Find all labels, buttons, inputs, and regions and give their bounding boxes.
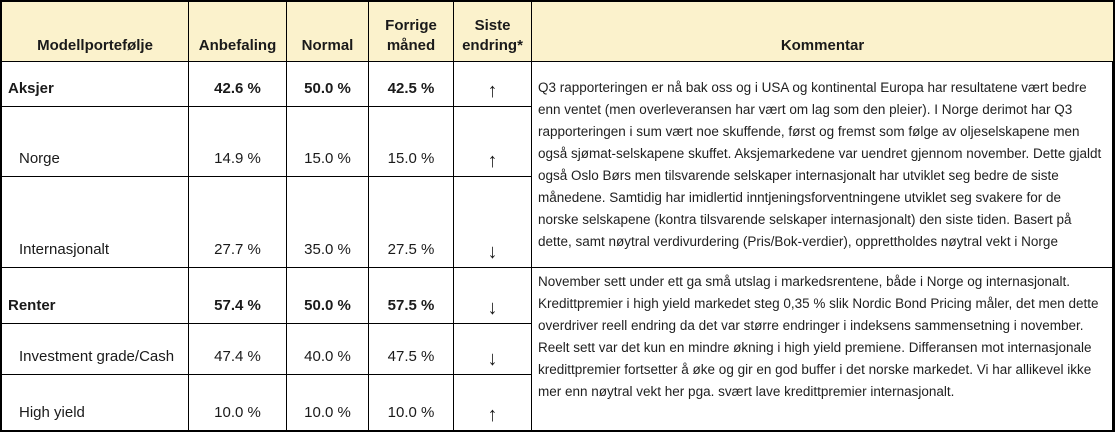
header-siste-endring: Siste endring* [454, 2, 532, 62]
cell-internasjonalt-anbefaling: 27.7 % [189, 177, 287, 268]
cell-aksjer-normal: 50.0 % [287, 62, 369, 107]
cell-investment-grade-anbefaling: 47.4 % [189, 324, 287, 375]
cell-aksjer-anbefaling: 42.6 % [189, 62, 287, 107]
cell-renter-forrige-maned: 57.5 % [369, 268, 454, 324]
cell-high-yield-forrige-maned: 10.0 % [369, 375, 454, 430]
cell-aksjer-forrige-maned: 42.5 % [369, 62, 454, 107]
cell-norge-anbefaling: 14.9 % [189, 107, 287, 177]
cell-renter-normal: 50.0 % [287, 268, 369, 324]
down-arrow-icon: ↓ [454, 268, 532, 324]
header-modellportefolje: Modellportefølje [2, 2, 189, 62]
down-arrow-icon: ↓ [454, 177, 532, 268]
row-label-high-yield: High yield [2, 375, 189, 430]
cell-investment-grade-forrige-maned: 47.5 % [369, 324, 454, 375]
comment-aksjer: Q3 rapporteringen er nå bak oss og i USA og kontinental Europa har resultatene vært bedre enn ventet (men overleveransen har vært om lag som den pleier). I Norge derimot har Q3 rapporteringen i sum vært noe skuffende, først og fremst som følge av oljeselskapene men også sjømat-selskapene skuffet. Aksjemarkedene var uendret gjennom november. Dette gjaldt også Oslo Børs men tilsvarende selskaper internasjonalt har utviklet seg bedre de siste månedene. Samtidig har imidlertid inntjeningsforventningene utviklet seg svakere for de norske selskapene (kontra tilsvarende selskaper internasjonalt) den siste tiden. Basert på dette, samt nøytral verdivurdering (Pris/Bok-verdier), opprettholdes nøytral vekt i Norge [532, 62, 1113, 268]
cell-high-yield-normal: 10.0 % [287, 375, 369, 430]
up-arrow-icon: ↑ [454, 62, 532, 107]
header-normal: Normal [287, 2, 369, 62]
down-arrow-icon: ↓ [454, 324, 532, 375]
row-label-norge: Norge [2, 107, 189, 177]
cell-internasjonalt-forrige-maned: 27.5 % [369, 177, 454, 268]
header-forrige-maned: Forrige måned [369, 2, 454, 62]
cell-high-yield-anbefaling: 10.0 % [189, 375, 287, 430]
up-arrow-icon: ↑ [454, 107, 532, 177]
cell-norge-forrige-maned: 15.0 % [369, 107, 454, 177]
row-label-renter: Renter [2, 268, 189, 324]
row-label-internasjonalt: Internasjonalt [2, 177, 189, 268]
cell-renter-anbefaling: 57.4 % [189, 268, 287, 324]
row-label-investment-grade-cash: Investment grade/Cash [2, 324, 189, 375]
up-arrow-icon: ↑ [454, 375, 532, 430]
cell-internasjonalt-normal: 35.0 % [287, 177, 369, 268]
cell-investment-grade-normal: 40.0 % [287, 324, 369, 375]
header-anbefaling: Anbefaling [189, 2, 287, 62]
header-kommentar: Kommentar [532, 2, 1113, 62]
cell-norge-normal: 15.0 % [287, 107, 369, 177]
comment-renter: November sett under ett ga små utslag i markedsrentene, både i Norge og internasjonalt. Kredittpremier i high yield markedet steg 0,35 % slik Nordic Bond Pricing måler, det men dette overdriver reell endring da det var større endringer i indeksens sammensetning i november. Reelt sett var det kun en mindre økning i high yield premiene. Differansen mot internasjonale kredittpremier fortsetter å øke og gir en god buffer i det norske markedet. Vi har allikevel ikke mer enn nøytral vekt her pga. svært lave kredittpremier internasjonalt. [532, 268, 1113, 430]
row-label-aksjer: Aksjer [2, 62, 189, 107]
